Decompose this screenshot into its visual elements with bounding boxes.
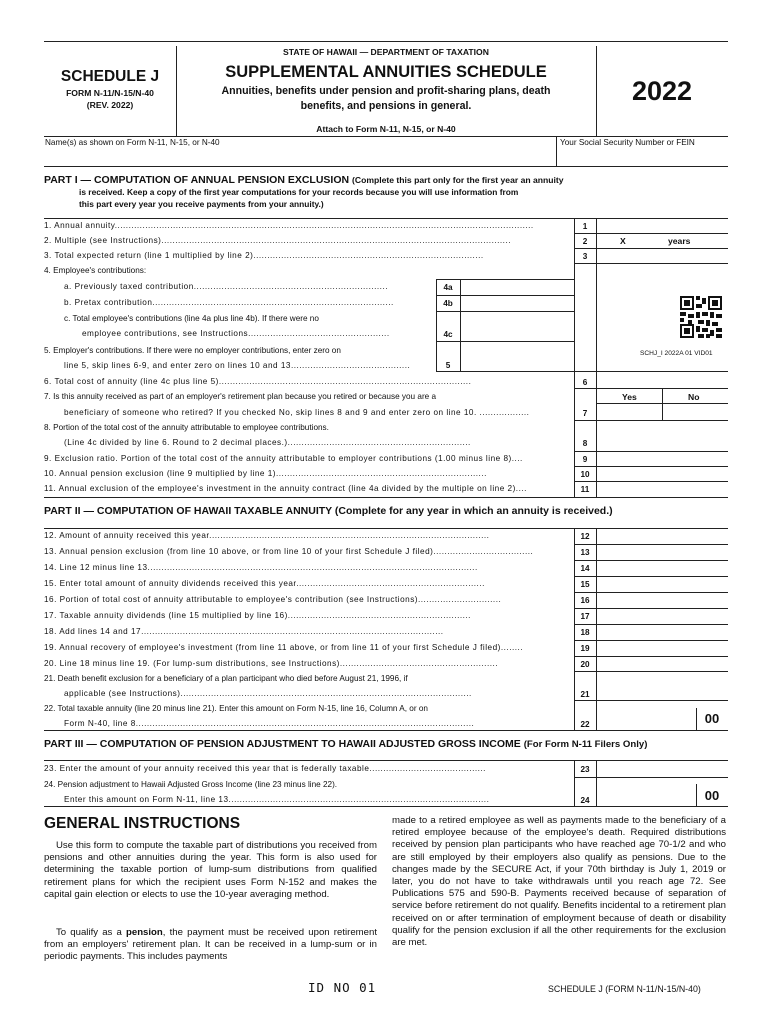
rule — [696, 708, 697, 730]
line4b-text: b. Pretax contribution....................................................................................... — [64, 298, 394, 307]
part1-note-3: this part every year you receive payments from your annuity.) — [79, 199, 324, 209]
schedule-label: SCHEDULE J — [60, 68, 160, 85]
qr-code-icon — [680, 296, 722, 338]
line24-text-1: 24. Pension adjustment to Hawaii Adjusted Gross Income (line 23 minus line 22). — [44, 780, 338, 789]
line7-yes-label: Yes — [622, 392, 637, 402]
part3-note: (For Form N-11 Filers Only) — [523, 739, 648, 750]
line23-num: 23 — [580, 765, 590, 774]
line16-amount[interactable] — [598, 593, 726, 607]
line18-amount[interactable] — [598, 625, 726, 639]
line8-text-1: 8. Portion of the total cost of the annuity attributable to employee contributions. — [44, 423, 329, 432]
line16-num: 16 — [580, 596, 590, 605]
instructions-paragraph-3: made to a retired employee as well as payments made to the beneficiary of a retired employee because of the employee's death. Required distributions received by pension plan participants who have reached age 70-1/2 and who are still employed by their employers also qualify as pensions. Due to the changes made by the SECURE Act, if your 70th birthday is July 1, 2019 or later, you do not have to take withdrawals until you reach age 72. See Publications 575 and 590-B. Payments received because of separation of service before retirement do not qualify. Benefits incidental to a retirement plan received on or after termination of employment because of death or disability qualify for the pension exclusion if all the other requirements for the exclusion are met. — [392, 815, 726, 949]
line2-num: 2 — [582, 237, 588, 246]
line21-num: 21 — [580, 690, 590, 699]
line12-text: 12. Amount of annuity received this year..................................................................................................... — [44, 531, 490, 540]
line4-amount-right — [574, 279, 575, 371]
tax-year: 2022 — [631, 76, 693, 106]
line24-text-2: Enter this amount on Form N-11, line 13.............................................................................................. — [64, 795, 490, 804]
ssn-divider — [556, 136, 557, 166]
rule — [574, 388, 728, 389]
line5-text-1: 5. Employer's contributions. If there were no employer contributions, enter zero on — [44, 346, 341, 355]
id-number: ID NO 01 — [308, 980, 377, 995]
subtitle-line-2: benefits, and pensions in general. — [300, 100, 472, 112]
line8-num: 8 — [582, 439, 588, 448]
line21-text-2: applicable (see Instructions)......................................................................................................... — [64, 689, 472, 698]
line2-text: 2. Multiple (see Instructions).............................................................................................................................. — [44, 236, 512, 245]
line4-text: 4. Employee's contributions: — [44, 266, 147, 275]
rule — [574, 777, 728, 778]
line12-num: 12 — [580, 532, 590, 541]
name-row-bottom-rule — [44, 166, 728, 167]
line7-yes-checkbox[interactable] — [598, 405, 660, 419]
line5-amount[interactable] — [462, 357, 572, 371]
line4a-text: a. Previously taxed contribution...................................................................... — [64, 282, 389, 291]
line17-num: 17 — [580, 612, 590, 621]
part1-bottom-rule — [44, 497, 728, 498]
line23-amount[interactable] — [598, 762, 726, 776]
line5-num: 5 — [445, 361, 451, 370]
line23-text: 23. Enter the amount of your annuity received this year that is federally taxable.......................................... — [44, 764, 486, 773]
name-field[interactable] — [46, 150, 551, 163]
line10-amount[interactable] — [598, 467, 726, 481]
instructions-paragraph-2 — [44, 927, 377, 964]
line12-amount[interactable] — [598, 529, 726, 543]
line14-amount[interactable] — [598, 561, 726, 575]
footer-form: SCHEDULE J (FORM N-11/N-15/N-40) — [548, 984, 701, 994]
line7-num: 7 — [582, 409, 588, 418]
rule — [574, 263, 728, 264]
line4b-num: 4b — [443, 299, 453, 308]
line16-text: 16. Portion of total cost of annuity attributable to employee's contribution (see Instructions).............................. — [44, 595, 502, 604]
line22-text-2: Form N-40, line 8.......................................................................................................................... — [64, 719, 475, 728]
line22-cents: 00 — [704, 711, 720, 726]
line6-text: 6. Total cost of annuity (line 4c plus line 5)........................................................................................... — [44, 377, 472, 386]
name-row-top-rule — [44, 136, 728, 137]
part2-heading: PART II — COMPUTATION OF HAWAII TAXABLE ANNUITY (Complete for any year in which an annuity is received.) — [44, 505, 613, 517]
line19-amount[interactable] — [598, 641, 726, 655]
line8-text-2: (Line 4c divided by line 6. Round to 2 decimal places.).................................................................. — [64, 438, 471, 447]
ssn-label: Your Social Security Number or FEIN — [560, 138, 695, 147]
line20-num: 20 — [580, 660, 590, 669]
line22-num: 22 — [580, 720, 590, 729]
line2-x: X — [620, 236, 626, 246]
page-title: SUPPLEMENTAL ANNUITIES SCHEDULE — [225, 63, 547, 81]
line3-amount[interactable] — [598, 249, 726, 263]
line7-no-label: No — [688, 392, 700, 402]
line11-amount[interactable] — [598, 482, 726, 496]
line13-text: 13. Annual pension exclusion (from line 10 above, or from line 10 of your first Schedule J filed).................................... — [44, 547, 534, 556]
line22-amount[interactable] — [598, 712, 694, 728]
line17-amount[interactable] — [598, 609, 726, 623]
rule — [436, 341, 574, 342]
p2-pre: To qualify as a — [56, 927, 126, 938]
part3-bottom-rule — [44, 806, 728, 807]
line14-num: 14 — [580, 564, 590, 573]
line4c-amount[interactable] — [462, 326, 572, 340]
barcode-id: SCHJ_I 2022A 01 VID01 — [640, 350, 713, 357]
line13-num: 13 — [580, 548, 590, 557]
part2-bottom-rule — [44, 730, 728, 731]
line15-amount[interactable] — [598, 577, 726, 591]
ssn-field[interactable] — [560, 150, 725, 163]
part1-title: PART I — COMPUTATION OF ANNUAL PENSION EXCLUSION — [44, 174, 350, 186]
line14-text: 14. Line 12 minus line 13....................................................................................................................... — [44, 563, 478, 572]
line4c-text-1: c. Total employee's contributions (line 4a plus line 4b). If there were no — [64, 314, 319, 323]
line5-text-2: line 5, skip lines 6-9, and enter zero on lines 10 and 13........................................... — [64, 361, 411, 370]
line6-amount[interactable] — [598, 373, 726, 387]
line24-cents: 00 — [704, 788, 720, 803]
line11-text: 11. Annual exclusion of the employee's investment in the annuity contract (line 4a divided by the multiple on line 2).... — [44, 484, 527, 493]
part1-note: (Complete this part only for the first year an annuity — [352, 175, 564, 185]
subtitle-line-1: Annuities, benefits under pension and profit-sharing plans, death — [221, 85, 551, 97]
p2-post: , the payment must be received upon retirement from an employers' retirement plan. It can be received in a lump-sum or in periodic payments. This includes payments — [44, 927, 377, 963]
line4b-amount[interactable] — [462, 296, 572, 310]
rule — [596, 403, 728, 404]
line17-text: 17. Taxable annuity dividends (line 15 multiplied by line 16).................................................................. — [44, 611, 471, 620]
line18-text: 18. Add lines 14 and 17............................................................................................................. — [44, 627, 444, 636]
line15-num: 15 — [580, 580, 590, 589]
line3-text: 3. Total expected return (line 1 multiplied by line 2)................................................................................... — [44, 251, 484, 260]
part1-heading — [44, 174, 564, 186]
header-top-rule — [44, 41, 728, 42]
line9-text: 9. Exclusion ratio. Portion of the total cost of the annuity attributable to employer contributions (1.00 minus line 8).... — [44, 454, 523, 463]
line6-num: 6 — [582, 378, 588, 387]
rule — [436, 371, 728, 372]
names-label: Name(s) as shown on Form N-11, N-15, or N-40 — [45, 138, 220, 147]
line19-text: 19. Annual recovery of employee's investment (from line 11 above, or from line 11 of your first Schedule J filed)........ — [44, 643, 524, 652]
rule — [574, 700, 728, 701]
attach-note: Attach to Form N-11, N-15, or N-40 — [316, 124, 456, 134]
line2-multiple-field[interactable] — [630, 234, 666, 248]
line1-text: 1. Annual annuity....................................................................................................................................................... — [44, 221, 534, 230]
line11-num: 11 — [580, 485, 590, 494]
part3-num-col-right — [596, 760, 597, 806]
line3-num: 3 — [582, 252, 588, 261]
line9-num: 9 — [582, 455, 588, 464]
line4-num-col-right — [460, 279, 461, 371]
rule — [696, 784, 697, 806]
line9-amount[interactable] — [598, 452, 726, 466]
line15-text: 15. Enter total amount of annuity dividends received this year.................................................................... — [44, 579, 485, 588]
line1-num: 1 — [582, 222, 588, 231]
instructions-paragraph-1: Use this form to compute the taxable part of distributions you received from pensions and other annuities during the year. This form is also used for determining the taxable portion of lump-sum distributions from qualified retirement plans for which the recipient uses Form N-152 and makes the capital gain election or elects to use the 10-year averaging method. — [44, 840, 377, 900]
rule — [662, 388, 663, 420]
line4a-num: 4a — [443, 283, 453, 292]
form-numbers: FORM N-11/N-15/N-40 — [66, 88, 154, 98]
line7-text-1: 7. Is this annuity received as part of an employer's retirement plan because you retired or because you are a — [44, 392, 437, 401]
rule — [436, 311, 574, 312]
line20-text: 20. Line 18 minus line 19. (For lump-sum distributions, see Instructions)......................................................... — [44, 659, 499, 668]
line21-amount[interactable] — [598, 686, 726, 700]
part1-num-col-right — [596, 218, 597, 497]
line22-text-1: 22. Total taxable annuity (line 20 minus line 21). Enter this amount on Form N-15, line 16, Column A, or on — [44, 704, 428, 713]
instructions-heading: GENERAL INSTRUCTIONS — [44, 815, 241, 832]
rule — [574, 420, 728, 421]
rule — [574, 671, 728, 672]
part3-title: PART III — COMPUTATION OF PENSION ADJUSTMENT TO HAWAII ADJUSTED GROSS INCOME — [44, 738, 521, 750]
line8-amount[interactable] — [598, 436, 726, 450]
part1-note-2: is received. Keep a copy of the first year computations for your records because you will use information from — [79, 187, 519, 197]
line24-num: 24 — [580, 796, 590, 805]
line7-no-checkbox[interactable] — [664, 405, 726, 419]
part3-top-rule — [44, 760, 728, 761]
line4c-num: 4c — [443, 330, 453, 339]
line24-amount[interactable] — [598, 788, 694, 804]
line13-amount[interactable] — [598, 545, 726, 559]
line4-num-col-left — [436, 279, 437, 371]
line10-text: 10. Annual pension exclusion (line 9 multiplied by line 1)............................................................................ — [44, 469, 487, 478]
part3-heading — [44, 738, 647, 750]
revision-date: (REV. 2022) — [86, 100, 134, 110]
line20-amount[interactable] — [598, 657, 726, 671]
line4c-text-2: employee contributions, see Instructions................................................... — [82, 329, 390, 338]
line21-text-1: 21. Death benefit exclusion for a beneficiary of a plan participant who died before August 21, 1996, if — [44, 674, 408, 683]
line18-num: 18 — [580, 628, 590, 637]
line4a-amount[interactable] — [462, 280, 572, 294]
line7-text-2: beneficiary of someone who retired? If you checked No, skip lines 8 and 9 and enter zero on line 10. .................. — [64, 408, 530, 417]
line2-years: years — [668, 236, 691, 246]
line1-amount[interactable] — [598, 219, 726, 233]
p2-bold: pension — [126, 927, 163, 938]
line19-num: 19 — [580, 644, 590, 653]
line10-num: 10 — [580, 470, 590, 479]
state-department: STATE OF HAWAII — DEPARTMENT OF TAXATION — [283, 47, 489, 57]
